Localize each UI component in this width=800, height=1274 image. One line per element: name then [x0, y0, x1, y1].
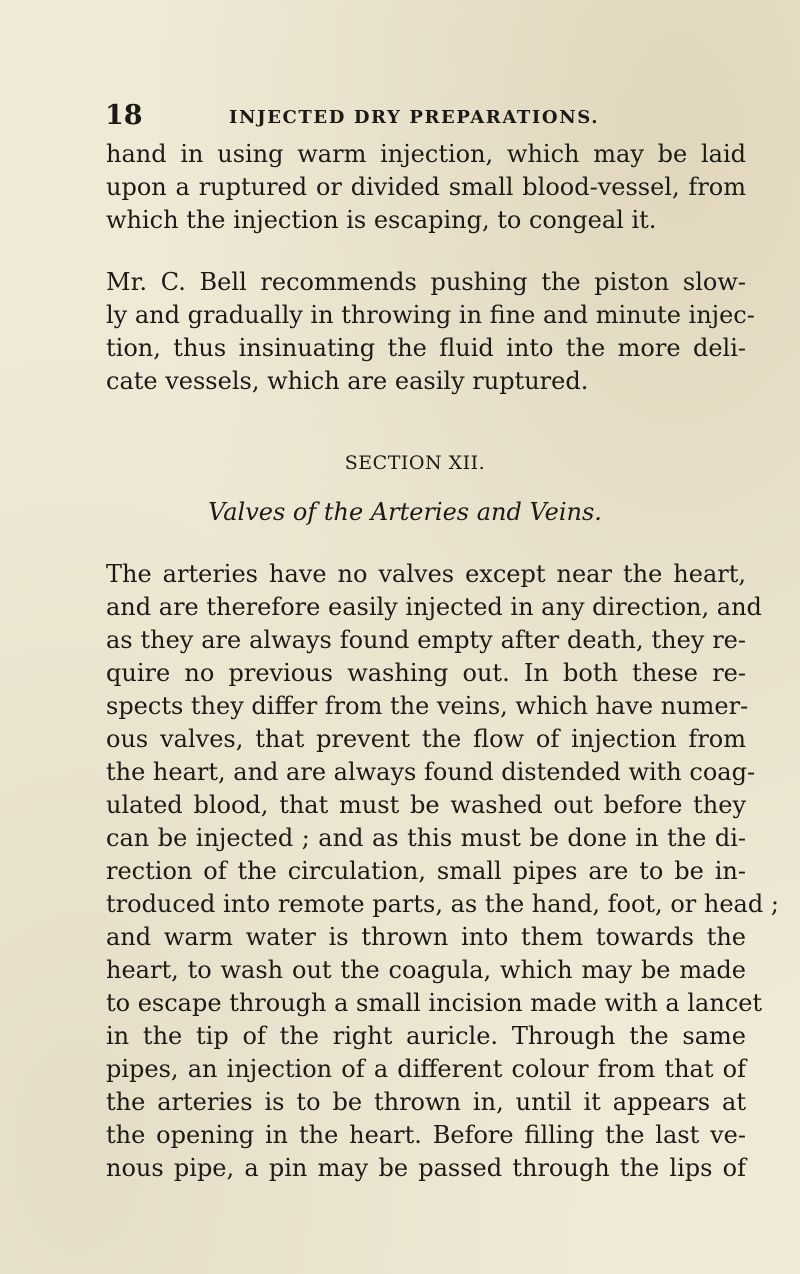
text-line: cate vessels, which are easily ruptured.	[106, 367, 589, 395]
text-line: troduced into remote parts, as the hand, foot, or head ;	[106, 890, 779, 918]
text-line: the arteries is to be thrown in, until it appears at	[106, 1088, 746, 1116]
text-line: upon a ruptured or divided small blood-vessel, from	[106, 173, 746, 201]
text-line: ous valves, that prevent the flow of injection from	[106, 725, 746, 753]
text-line: in the tip of the right auricle. Through the same	[106, 1022, 746, 1050]
text-line: ly and gradually in throwing in fine and minute injec-	[106, 301, 755, 329]
paragraph-injection-warm	[106, 138, 746, 237]
text-line: tion, thus insinuating the fluid into the more deli-	[106, 334, 746, 362]
text-line: heart, to wash out the coagula, which may be made	[106, 956, 746, 984]
text-line: which the injection is escaping, to congeal it.	[106, 206, 657, 234]
text-line: hand in using warm injection, which may be laid	[106, 140, 746, 168]
text-line: the opening in the heart. Before filling the last ve-	[106, 1121, 746, 1149]
running-head: INJECTED DRY PREPARATIONS.	[229, 107, 600, 128]
text-line: nous pipe, a pin may be passed through the lips of	[106, 1154, 746, 1182]
text-line: The arteries have no valves except near the heart,	[106, 560, 746, 588]
text-line: can be injected ; and as this must be done in the di-	[106, 824, 746, 852]
page-header	[105, 100, 745, 140]
text-line: rection of the circulation, small pipes are to be in-	[106, 857, 746, 885]
text-line: quire no previous washing out. In both these re-	[106, 659, 746, 687]
text-line: to escape through a small incision made with a lancet	[106, 989, 763, 1017]
text-line: ulated blood, that must be washed out before they	[106, 791, 746, 819]
text-line: Mr. C. Bell recommends pushing the piston slow-	[106, 268, 746, 296]
section-title: Valves of the Arteries and Veins.	[208, 498, 602, 526]
paragraph-arteries-veins	[106, 558, 779, 1185]
text-line: and warm water is thrown into them towards the	[106, 923, 746, 951]
text-line: spects they differ from the veins, which have numer-	[106, 692, 749, 720]
text-line: the heart, and are always found distended with coag-	[106, 758, 756, 786]
page-number: 18	[105, 100, 143, 131]
text-line: pipes, an injection of a different colour from that of	[106, 1055, 746, 1083]
text-line: and are therefore easily injected in any direction, and	[106, 593, 762, 621]
paragraph-bell-recommendation	[106, 266, 755, 398]
text-line: as they are always found empty after death, they re-	[106, 626, 746, 654]
section-heading: SECTION XII.	[344, 452, 486, 474]
